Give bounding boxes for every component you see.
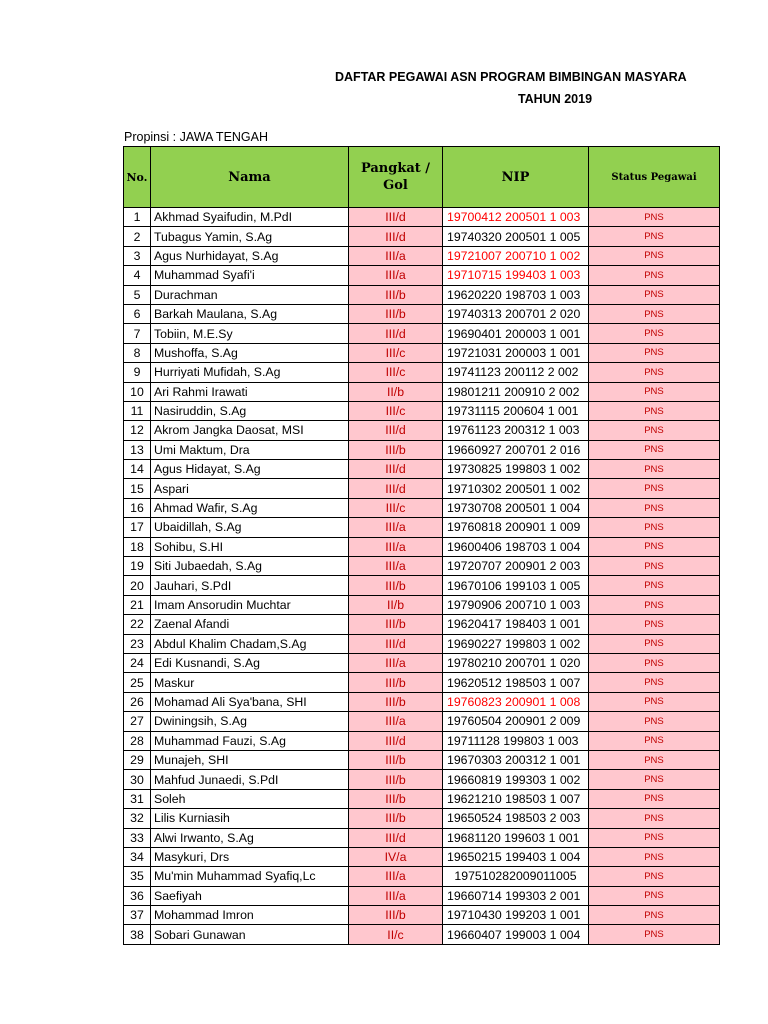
row-nama: Agus Nurhidayat, S.Ag	[151, 246, 349, 265]
row-nama: Maskur	[151, 673, 349, 692]
row-no: 11	[124, 401, 151, 420]
table-row	[124, 576, 720, 595]
row-nama: Saefiyah	[151, 886, 349, 905]
row-status: PNS	[589, 886, 720, 905]
row-no: 31	[124, 789, 151, 808]
row-no: 10	[124, 382, 151, 401]
table-row	[124, 615, 720, 634]
row-no: 28	[124, 731, 151, 750]
row-nip: 19790906 200710 1 003	[443, 595, 589, 614]
row-status: PNS	[589, 401, 720, 420]
row-nip: 19711128 199803 1 003	[443, 731, 589, 750]
row-status: PNS	[589, 867, 720, 886]
row-pangkat: III/d	[349, 731, 443, 750]
row-nama: Akrom Jangka Daosat, MSI	[151, 421, 349, 440]
row-nip: 19700412 200501 1 003	[443, 208, 589, 227]
row-pangkat: III/d	[349, 634, 443, 653]
row-nama: Nasiruddin, S.Ag	[151, 401, 349, 420]
row-nip: 19620220 198703 1 003	[443, 285, 589, 304]
row-pangkat: III/d	[349, 460, 443, 479]
row-no: 19	[124, 557, 151, 576]
row-no: 23	[124, 634, 151, 653]
row-no: 15	[124, 479, 151, 498]
table-row	[124, 847, 720, 866]
row-no: 1	[124, 208, 151, 227]
province-label: Propinsi : JAWA TENGAH	[124, 130, 269, 144]
row-nama: Sobari Gunawan	[151, 925, 349, 944]
header-pangkat	[349, 147, 443, 208]
row-status: PNS	[589, 285, 720, 304]
header-status: Status Pegawai	[589, 147, 720, 208]
header-nama: Nama	[151, 147, 349, 208]
row-no: 4	[124, 266, 151, 285]
row-nip: 19670106 199103 1 005	[443, 576, 589, 595]
row-nama: Aspari	[151, 479, 349, 498]
table-row	[124, 421, 720, 440]
row-status: PNS	[589, 479, 720, 498]
row-no: 12	[124, 421, 151, 440]
row-pangkat: III/d	[349, 479, 443, 498]
table-row	[124, 440, 720, 459]
row-status: PNS	[589, 847, 720, 866]
row-nip: 19760504 200901 2 009	[443, 712, 589, 731]
row-pangkat: III/a	[349, 266, 443, 285]
row-nip: 19801211 200910 2 002	[443, 382, 589, 401]
row-pangkat: III/a	[349, 653, 443, 672]
table-row	[124, 382, 720, 401]
row-pangkat: III/d	[349, 208, 443, 227]
row-nip: 19721031 200003 1 001	[443, 343, 589, 362]
header-nip: NIP	[443, 147, 589, 208]
row-no: 5	[124, 285, 151, 304]
table-row	[124, 595, 720, 614]
table-row	[124, 460, 720, 479]
row-status: PNS	[589, 828, 720, 847]
row-status: PNS	[589, 692, 720, 711]
table-row	[124, 712, 720, 731]
row-status: PNS	[589, 518, 720, 537]
table-row	[124, 343, 720, 362]
row-nip: 19710302 200501 1 002	[443, 479, 589, 498]
row-status: PNS	[589, 266, 720, 285]
row-pangkat: III/d	[349, 421, 443, 440]
row-nip: 19621210 198503 1 007	[443, 789, 589, 808]
row-status: PNS	[589, 634, 720, 653]
table-row	[124, 653, 720, 672]
row-status: PNS	[589, 460, 720, 479]
row-status: PNS	[589, 227, 720, 246]
row-pangkat: II/b	[349, 382, 443, 401]
row-nama: Dwiningsih, S.Ag	[151, 712, 349, 731]
row-nama: Mahfud Junaedi, S.PdI	[151, 770, 349, 789]
document-year: TAHUN 2019	[517, 92, 593, 106]
row-status: PNS	[589, 673, 720, 692]
row-nip: 19780210 200701 1 020	[443, 653, 589, 672]
row-no: 21	[124, 595, 151, 614]
row-no: 2	[124, 227, 151, 246]
row-status: PNS	[589, 537, 720, 556]
row-pangkat: III/c	[349, 343, 443, 362]
table-row	[124, 867, 720, 886]
row-status: PNS	[589, 576, 720, 595]
row-status: PNS	[589, 925, 720, 944]
row-nip: 19760823 200901 1 008	[443, 692, 589, 711]
row-nama: Mu'min Muhammad Syafiq,Lc	[151, 867, 349, 886]
table-row	[124, 925, 720, 944]
row-nama: Barkah Maulana, S.Ag	[151, 304, 349, 323]
row-status: PNS	[589, 731, 720, 750]
row-nama: Mohammad Imron	[151, 906, 349, 925]
row-no: 22	[124, 615, 151, 634]
row-status: PNS	[589, 770, 720, 789]
table-row	[124, 537, 720, 556]
row-no: 26	[124, 692, 151, 711]
row-pangkat: III/b	[349, 285, 443, 304]
row-no: 32	[124, 809, 151, 828]
row-pangkat: III/b	[349, 770, 443, 789]
row-nama: Tobiin, M.E.Sy	[151, 324, 349, 343]
table-row	[124, 750, 720, 769]
row-nip: 19690227 199803 1 002	[443, 634, 589, 653]
row-pangkat: III/b	[349, 440, 443, 459]
row-nama: Mushoffa, S.Ag	[151, 343, 349, 362]
row-no: 16	[124, 498, 151, 517]
row-pangkat: III/b	[349, 789, 443, 808]
row-pangkat: III/b	[349, 615, 443, 634]
table-row	[124, 227, 720, 246]
header-no: No.	[124, 147, 151, 208]
row-nama: Soleh	[151, 789, 349, 808]
table-row	[124, 208, 720, 227]
row-pangkat: III/b	[349, 576, 443, 595]
row-nama: Muhammad Syafi'i	[151, 266, 349, 285]
row-nip: 19600406 198703 1 004	[443, 537, 589, 556]
row-nip: 19620417 198403 1 001	[443, 615, 589, 634]
row-nip: 19660714 199303 2 001	[443, 886, 589, 905]
row-no: 7	[124, 324, 151, 343]
row-nama: Lilis Kurniasih	[151, 809, 349, 828]
row-no: 30	[124, 770, 151, 789]
row-status: PNS	[589, 809, 720, 828]
row-no: 13	[124, 440, 151, 459]
row-nama: Muhammad Fauzi, S.Ag	[151, 731, 349, 750]
row-pangkat: II/c	[349, 925, 443, 944]
row-status: PNS	[589, 712, 720, 731]
row-nama: Sohibu, S.HI	[151, 537, 349, 556]
table-row	[124, 828, 720, 847]
row-status: PNS	[589, 653, 720, 672]
row-status: PNS	[589, 246, 720, 265]
row-status: PNS	[589, 615, 720, 634]
document-title: DAFTAR PEGAWAI ASN PROGRAM BIMBINGAN MASYARA	[335, 70, 687, 84]
header-row	[124, 147, 720, 208]
table-row	[124, 886, 720, 905]
row-status: PNS	[589, 789, 720, 808]
table-row	[124, 809, 720, 828]
row-nip: 19660407 199003 1 004	[443, 925, 589, 944]
row-nama: Siti Jubaedah, S.Ag	[151, 557, 349, 576]
row-nip: 19710715 199403 1 003	[443, 266, 589, 285]
table-row	[124, 285, 720, 304]
row-status: PNS	[589, 440, 720, 459]
row-nama: Hurriyati Mufidah, S.Ag	[151, 363, 349, 382]
table-row	[124, 731, 720, 750]
row-nama: Masykuri, Drs	[151, 847, 349, 866]
row-nama: Ubaidillah, S.Ag	[151, 518, 349, 537]
row-no: 8	[124, 343, 151, 362]
row-pangkat: III/c	[349, 401, 443, 420]
row-pangkat: III/b	[349, 906, 443, 925]
row-pangkat: III/d	[349, 324, 443, 343]
row-nip: 19660927 200701 2 016	[443, 440, 589, 459]
table-row	[124, 692, 720, 711]
row-nama: Jauhari, S.PdI	[151, 576, 349, 595]
row-pangkat: IV/a	[349, 847, 443, 866]
row-no: 25	[124, 673, 151, 692]
row-nip: 19670303 200312 1 001	[443, 750, 589, 769]
row-nip: 19730708 200501 1 004	[443, 498, 589, 517]
table-row	[124, 266, 720, 285]
row-nip: 19740320 200501 1 005	[443, 227, 589, 246]
row-pangkat: III/c	[349, 498, 443, 517]
row-nip: 19681120 199603 1 001	[443, 828, 589, 847]
table-row	[124, 479, 720, 498]
table-row	[124, 770, 720, 789]
row-nip: 19741123 200112 2 002	[443, 363, 589, 382]
row-pangkat: III/d	[349, 227, 443, 246]
row-nama: Abdul Khalim Chadam,S.Ag	[151, 634, 349, 653]
row-pangkat: III/a	[349, 537, 443, 556]
row-status: PNS	[589, 557, 720, 576]
row-no: 3	[124, 246, 151, 265]
row-no: 33	[124, 828, 151, 847]
row-pangkat: III/b	[349, 673, 443, 692]
row-nip: 19760818 200901 1 009	[443, 518, 589, 537]
row-pangkat: II/b	[349, 595, 443, 614]
row-nama: Ahmad Wafir, S.Ag	[151, 498, 349, 517]
header-pangkat-line2: Gol	[383, 178, 408, 193]
row-nama: Munajeh, SHI	[151, 750, 349, 769]
row-status: PNS	[589, 595, 720, 614]
row-status: PNS	[589, 750, 720, 769]
row-pangkat: III/a	[349, 712, 443, 731]
row-status: PNS	[589, 382, 720, 401]
row-no: 38	[124, 925, 151, 944]
row-status: PNS	[589, 324, 720, 343]
table-row	[124, 304, 720, 323]
row-nip: 19761123 200312 1 003	[443, 421, 589, 440]
row-no: 17	[124, 518, 151, 537]
row-status: PNS	[589, 906, 720, 925]
row-no: 14	[124, 460, 151, 479]
header-pangkat-line1: Pangkat /	[360, 161, 431, 176]
row-no: 34	[124, 847, 151, 866]
row-nip: 197510282009011005	[443, 867, 589, 886]
row-nama: Edi Kusnandi, S.Ag	[151, 653, 349, 672]
row-nip: 19740313 200701 2 020	[443, 304, 589, 323]
table-row	[124, 498, 720, 517]
row-nama: Alwi Irwanto, S.Ag	[151, 828, 349, 847]
row-status: PNS	[589, 343, 720, 362]
row-no: 18	[124, 537, 151, 556]
row-pangkat: III/a	[349, 886, 443, 905]
table-row	[124, 634, 720, 653]
row-no: 24	[124, 653, 151, 672]
table-row	[124, 789, 720, 808]
row-nama: Zaenal Afandi	[151, 615, 349, 634]
table-row	[124, 324, 720, 343]
row-no: 9	[124, 363, 151, 382]
row-nip: 19731115 200604 1 001	[443, 401, 589, 420]
row-nama: Imam Ansorudin Muchtar	[151, 595, 349, 614]
row-pangkat: III/d	[349, 828, 443, 847]
row-pangkat: III/b	[349, 692, 443, 711]
row-nama: Umi Maktum, Dra	[151, 440, 349, 459]
row-pangkat: III/b	[349, 304, 443, 323]
row-nama: Akhmad Syaifudin, M.PdI	[151, 208, 349, 227]
table-row	[124, 557, 720, 576]
table-row	[124, 906, 720, 925]
row-no: 27	[124, 712, 151, 731]
row-nama: Tubagus Yamin, S.Ag	[151, 227, 349, 246]
employee-table	[123, 146, 720, 945]
table-row	[124, 401, 720, 420]
row-pangkat: III/a	[349, 867, 443, 886]
row-status: PNS	[589, 421, 720, 440]
row-nip: 19730825 199803 1 002	[443, 460, 589, 479]
row-nama: Mohamad Ali Sya'bana, SHI	[151, 692, 349, 711]
row-pangkat: III/a	[349, 557, 443, 576]
table-row	[124, 673, 720, 692]
row-status: PNS	[589, 208, 720, 227]
table-row	[124, 518, 720, 537]
row-no: 35	[124, 867, 151, 886]
row-nip: 19721007 200710 1 002	[443, 246, 589, 265]
row-nip: 19690401 200003 1 001	[443, 324, 589, 343]
row-no: 37	[124, 906, 151, 925]
table-row	[124, 246, 720, 265]
row-nip: 19660819 199303 1 002	[443, 770, 589, 789]
row-nama: Ari Rahmi Irawati	[151, 382, 349, 401]
row-no: 36	[124, 886, 151, 905]
row-status: PNS	[589, 363, 720, 382]
row-nama: Durachman	[151, 285, 349, 304]
row-nip: 19650215 199403 1 004	[443, 847, 589, 866]
row-nip: 19720707 200901 2 003	[443, 557, 589, 576]
row-status: PNS	[589, 498, 720, 517]
row-pangkat: III/b	[349, 750, 443, 769]
row-pangkat: III/a	[349, 246, 443, 265]
row-pangkat: III/c	[349, 363, 443, 382]
row-status: PNS	[589, 304, 720, 323]
row-no: 6	[124, 304, 151, 323]
row-no: 29	[124, 750, 151, 769]
row-pangkat: III/a	[349, 518, 443, 537]
row-nip: 19650524 198503 2 003	[443, 809, 589, 828]
row-nip: 19710430 199203 1 001	[443, 906, 589, 925]
table-row	[124, 363, 720, 382]
row-nama: Agus Hidayat, S.Ag	[151, 460, 349, 479]
row-nip: 19620512 198503 1 007	[443, 673, 589, 692]
row-pangkat: III/b	[349, 809, 443, 828]
row-no: 20	[124, 576, 151, 595]
